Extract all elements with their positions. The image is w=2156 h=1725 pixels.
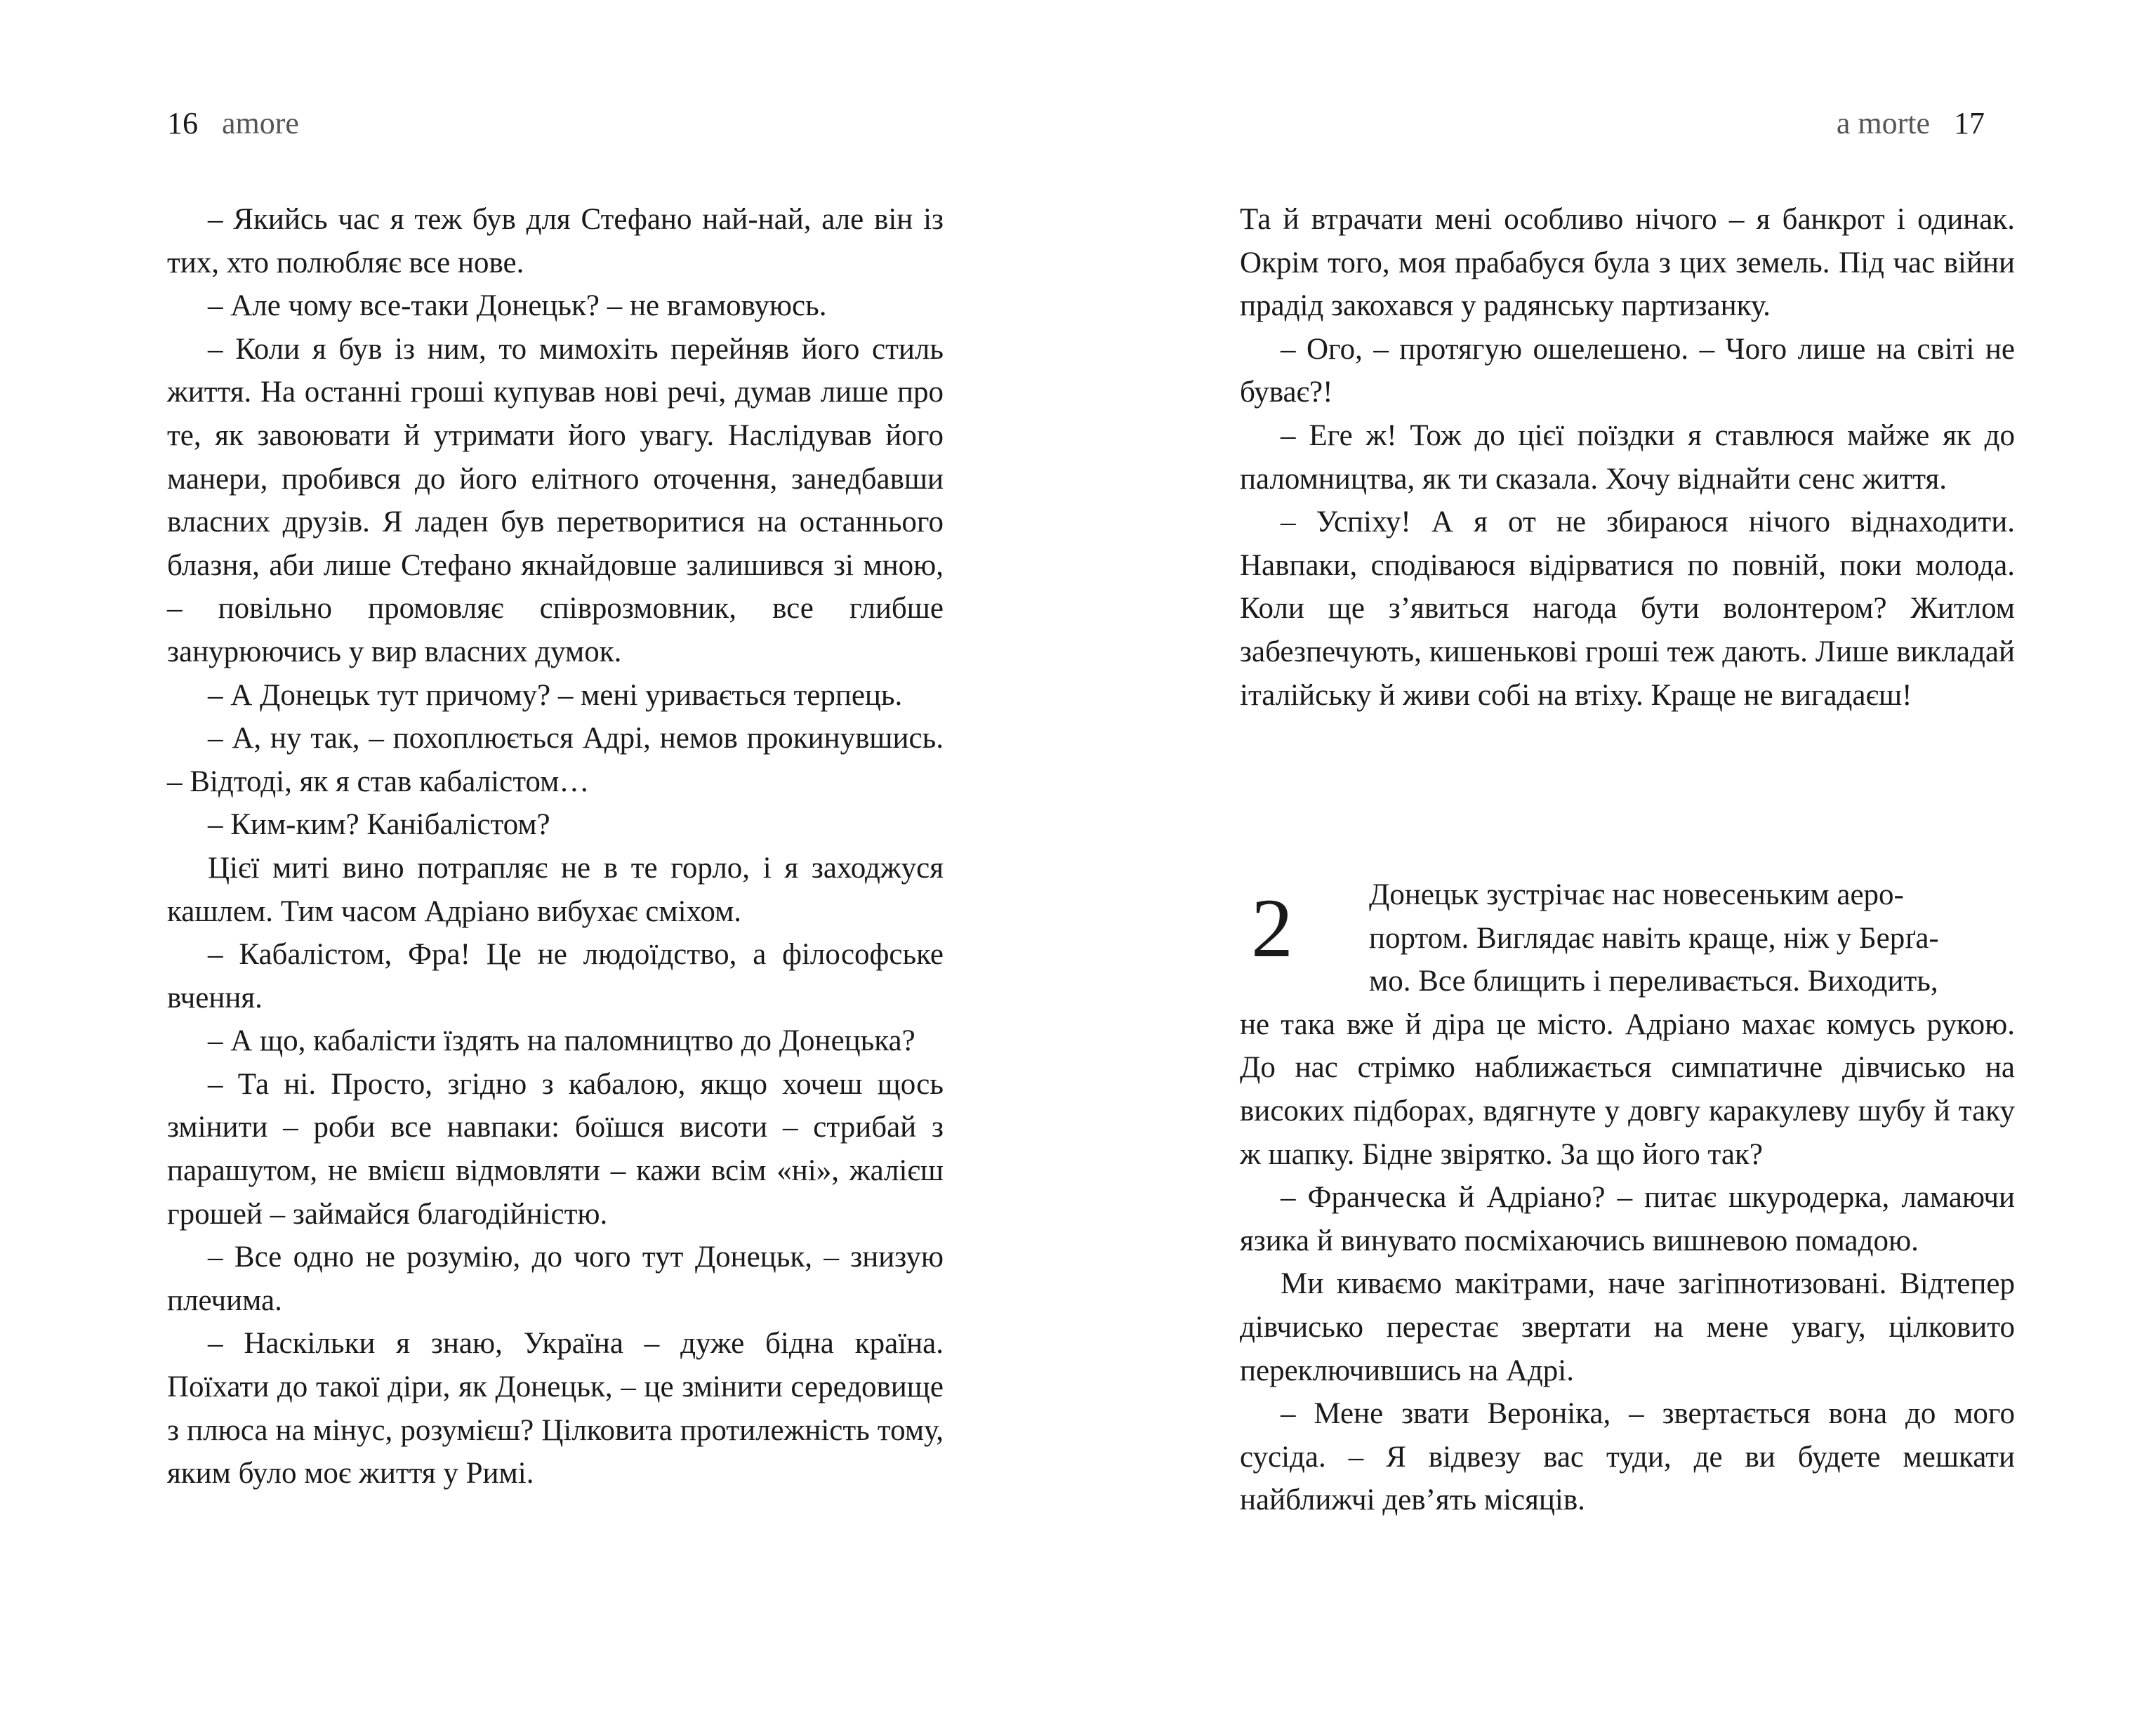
paragraph: – Кабалістом, Фра! Це не людоїдство, а філософське вчення. [167, 938, 944, 1014]
chapter-section [1240, 873, 2015, 1522]
paragraph: – Але чому все-таки Донецьк? – не вгамовуюсь. [208, 289, 827, 323]
chapter-lead-line: Донецьк зустрічає нас новесеньким аеро- [1369, 878, 1904, 911]
chapter-number: 2 [1251, 881, 1293, 974]
paragraph: – А, ну так, – похоплюється Адрі, немов прокинувшись. – Відтоді, як я став кабалістом… [167, 722, 944, 798]
paragraph: – Успіху! А я от не збираюся нічого віднаходити. Навпаки, сподіваюся відірватися по повній, поки молода. Коли ще з’явиться нагода бути волонтером? Житлом забезпечують, кишенькові гроші теж дають. Лише викладай італійську й живи собі на втіху. Краще не вигадаєш! [1240, 505, 2015, 712]
right-running-header [1837, 104, 1985, 143]
running-head: amore [222, 106, 299, 140]
paragraph: Цієї миті вино потрапляє не в те горло, і я заходжуся кашлем. Тим часом Адріано вибухає сміхом. [167, 851, 944, 928]
paragraph: – Мене звати Вероніка, – звертається вона до мого сусіда. – Я відвезу вас туди, де ви будете мешкати найближчі дев’ять місяців. [1240, 1397, 2015, 1517]
chapter-lead-line: мо. Все блищить і переливається. Виходить, [1369, 965, 1938, 998]
paragraph: – Та ні. Просто, згідно з кабалою, якщо хочеш щось змінити – роби все навпаки: боїшся висоти – стрибай з парашутом, не вмієш відмовляти – кажи всім «ні», жалієш грошей – займайся благодійністю. [167, 1067, 944, 1231]
paragraph: – Франческа й Адріано? – питає шкуродерка, ламаючи язика й винувато посміхаючись вишневою помадою. [1240, 1181, 2015, 1257]
running-head: a morte [1836, 106, 1930, 140]
page-number: 17 [1954, 106, 1985, 140]
paragraph: – Якийсь час я теж був для Стефано най-най, але він із тих, хто полюбляє все нове. [167, 203, 944, 279]
paragraph: – Еге ж! Тож до цієї поїздки я ставлюся майже як до паломництва, як ти сказала. Хочу віднайти сенс життя. [1240, 418, 2015, 496]
continuation-paragraph: Та й втрачати мені особливо нічого – я банкрот і одинак. Окрім того, моя прабабуся була з цих земель. Під час війни прадід закохався у радянську партизанку. [1240, 203, 2015, 323]
page-number: 16 [167, 106, 198, 140]
chapter-body-text [1240, 873, 2015, 1522]
paragraph: Ми киваємо макітрами, наче загіпнотизовані. Відтепер дівчисько перестає звертати на мене увагу, цілковито переключившись на Адрі. [1240, 1267, 2015, 1387]
paragraph: – Наскільки я знаю, Україна – дуже бідна країна. Поїхати до такої діри, як Донецьк, – це змінити середовище з плюса на мінус, розумієш? Цілковита протилежність тому, яким було моє життя у Римі. [167, 1327, 944, 1491]
paragraph: – Коли я був із ним, то мимохіть перейняв його стиль життя. На останні гроші купував нові речі, думав лише про те, як завоювати й утримати його увагу. Наслідував його манери, пробився до його елітного оточення, занедбавши власних друзів. Я ладен був перетворитися на останнього блазня, аби лише Стефано якнайдовше залишився зі мною, – повільно промовляє співрозмовник, все глибше занурюючись у вир власних думок. [167, 332, 944, 668]
chapter-lead-line: портом. Виглядає навіть краще, ніж у Берґа- [1369, 921, 1939, 955]
paragraph: – А що, кабалісти їздять на паломництво до Донецька? [208, 1024, 915, 1058]
paragraph: – Ого, – протягую ошелешено. – Чого лише на світі не буває?! [1240, 332, 2015, 409]
right-page [1078, 0, 2156, 1725]
paragraph: – Все одно не розумію, до чого тут Донецьк, – знизую плечима. [167, 1241, 944, 1317]
left-body-text [167, 198, 944, 1495]
paragraph: – Ким-ким? Канібалістом? [208, 808, 550, 842]
left-running-header [167, 104, 299, 143]
chapter-lead-paragraph: не така вже й діра це місто. Адріано махає комусь рукою. До нас стрімко наближається симпатичне дівчисько на високих підборах, вдягнуте у довгу каракулеву шубу й таку ж шапку. Бідне звірятко. За що його так? [1240, 1007, 2015, 1171]
right-body-text [1240, 198, 2015, 717]
paragraph: – А Донецьк тут причому? – мені уривається терпець. [208, 678, 903, 712]
